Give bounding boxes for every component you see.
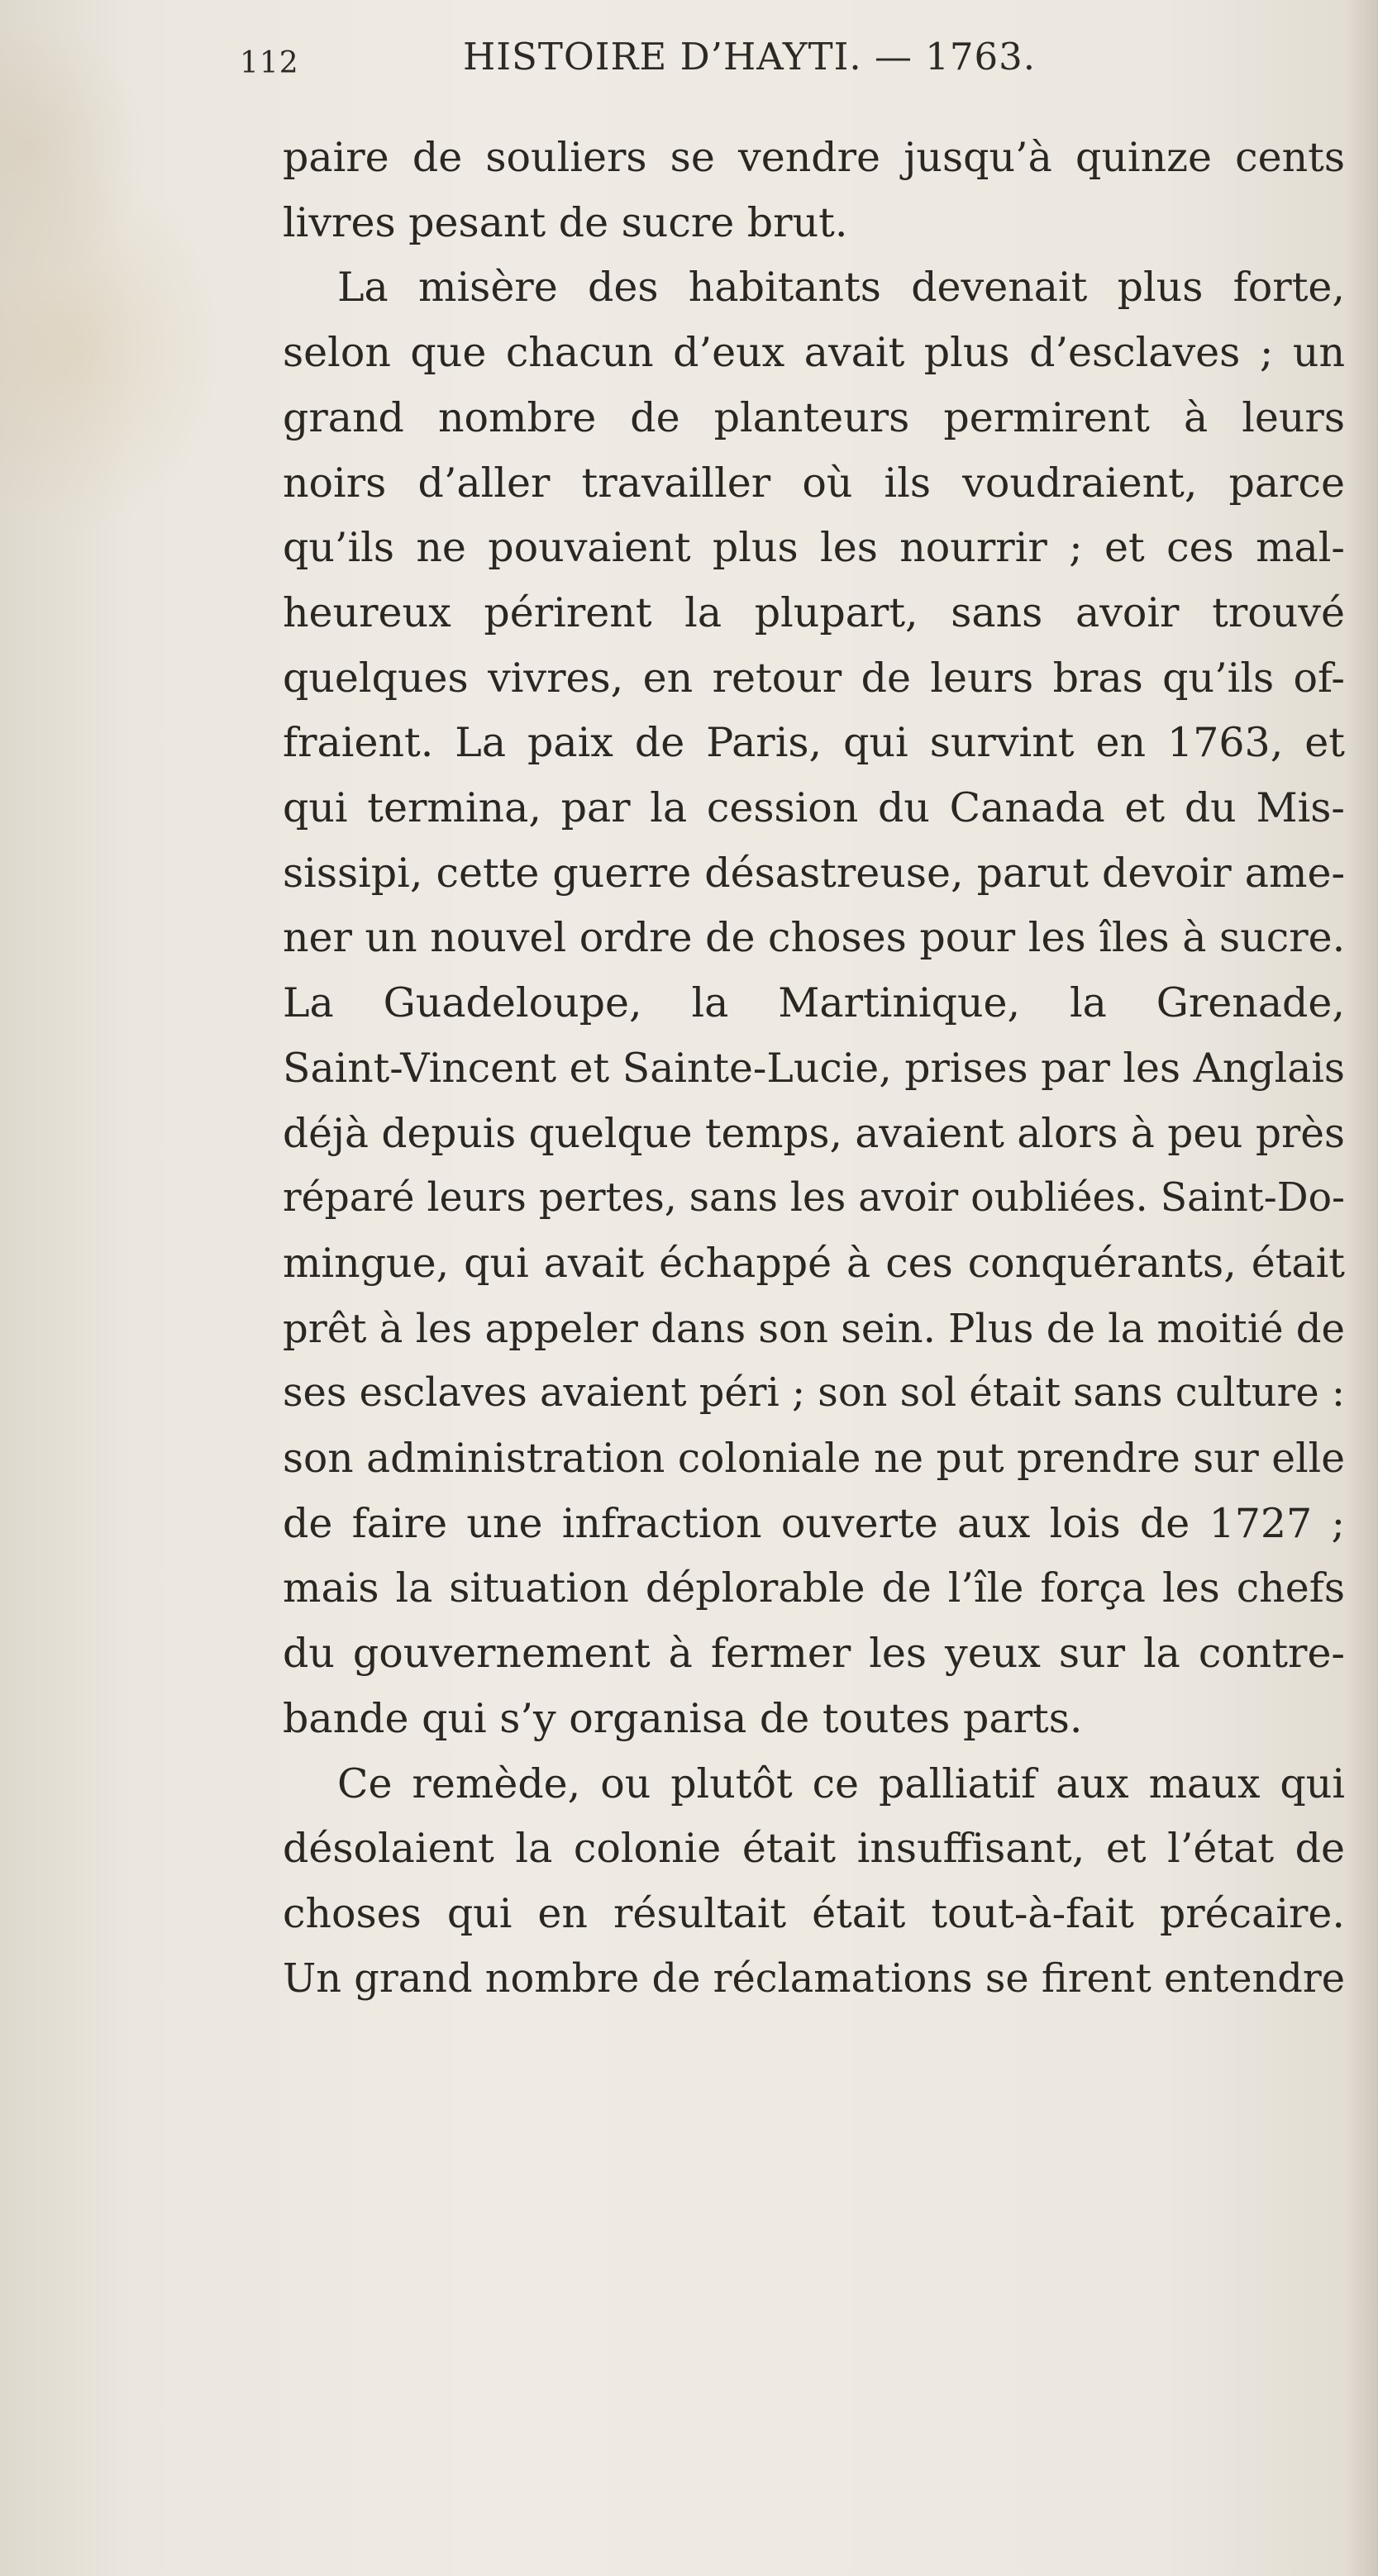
- text-line: ner un nouvel ordre de choses pour les îles à sucre.: [283, 914, 1346, 962]
- page-edge-shadow: [1345, 0, 1378, 2576]
- text-line: choses qui en résultait était tout-à-fait précaire.: [283, 1889, 1345, 1937]
- text-line: grand nombre de planteurs permirent à leurs: [283, 393, 1345, 441]
- text-line: qu’ils ne pouvaient plus les nourrir ; et ces mal-: [283, 524, 1345, 572]
- text-line: ses esclaves avaient péri ; son sol était sans culture :: [283, 1370, 1345, 1417]
- text-line: bande qui s’y organisa de toutes parts.: [283, 1694, 1083, 1742]
- text-line: selon que chacun d’eux avait plus d’esclaves ; un: [283, 329, 1345, 377]
- text-line: sissipi, cette guerre désastreuse, parut devoir ame-: [283, 849, 1345, 897]
- text-line: de faire une infraction ouverte aux lois de 1727 ;: [283, 1499, 1345, 1547]
- body-text: [283, 126, 1345, 2012]
- text-line: prêt à les appeler dans son sein. Plus de la moitié de: [283, 1305, 1345, 1352]
- paragraph-start-line: La misère des habitants devenait plus forte,: [337, 264, 1345, 312]
- text-line: livres pesant de sucre brut.: [283, 198, 848, 246]
- paragraph-start-line: Ce remède, ou plutôt ce palliatif aux maux qui: [337, 1759, 1345, 1807]
- text-line: La Guadeloupe, la Martinique, la Grenade,: [283, 979, 1345, 1027]
- text-line: fraient. La paix de Paris, qui survint en 1763, et: [283, 719, 1345, 767]
- text-line: mais la situation déplorable de l’île força les chefs: [283, 1564, 1345, 1612]
- page-number: 112: [240, 46, 299, 80]
- text-line: son administration coloniale ne put prendre sur elle: [283, 1436, 1345, 1483]
- running-header: [240, 35, 1190, 93]
- text-line: désolaient la colonie était insuffisant, et l’état de: [283, 1825, 1345, 1873]
- text-line: Un grand nombre de réclamations se firent entendre: [283, 1955, 1345, 2002]
- text-line: déjà depuis quelque temps, avaient alors à peu près: [283, 1110, 1345, 1157]
- text-line: paire de souliers se vendre jusqu’à quinze cents: [283, 134, 1345, 181]
- running-title: HISTOIRE D’HAYTI. — 1763.: [463, 35, 1037, 79]
- text-line: Saint-Vincent et Sainte-Lucie, prises par les Anglais: [283, 1044, 1345, 1092]
- text-line: du gouvernement à fermer les yeux sur la contre-: [283, 1630, 1345, 1678]
- text-line: noirs d’aller travailler où ils voudraient, parce: [283, 459, 1345, 507]
- text-line: quelques vivres, en retour de leurs bras qu’ils of-: [283, 654, 1345, 702]
- text-line: réparé leurs pertes, sans les avoir oubliées. Saint-Do-: [283, 1175, 1345, 1221]
- text-line: heureux périrent la plupart, sans avoir trouvé: [283, 588, 1345, 636]
- text-line: mingue, qui avait échappé à ces conquérants, était: [283, 1239, 1345, 1287]
- text-line: qui termina, par la cession du Canada et du Mis-: [283, 784, 1345, 832]
